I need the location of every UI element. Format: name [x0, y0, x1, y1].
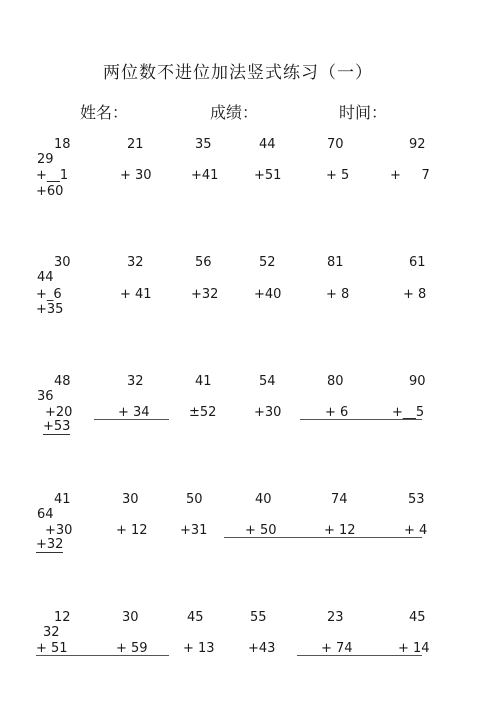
row3-extra-top: 36	[37, 389, 54, 404]
row5-extra-top: 32	[43, 625, 60, 640]
row3-extra-bottom: +53	[43, 419, 71, 434]
row3-bottom-5: + 6	[325, 405, 349, 420]
row1-bottom-5: + 5	[326, 168, 350, 183]
row1-bottom-4: +51	[254, 168, 282, 183]
row2-bottom-5: + 8	[326, 287, 350, 302]
name-field-label: 姓名：	[80, 103, 129, 122]
row4-bottom-4: + 50	[245, 523, 277, 538]
row5-bottom-3: + 13	[183, 641, 215, 656]
row4-extra-bottom: +32	[36, 537, 64, 552]
row1-top-3: 35	[195, 137, 212, 152]
row2-bottom-3: +32	[191, 287, 219, 302]
row4-bottom-3: +31	[180, 523, 208, 538]
row2-bottom-2: + 41	[120, 287, 152, 302]
row3-top-6: 90	[409, 374, 426, 389]
answer-line	[297, 655, 422, 656]
answer-line	[36, 655, 169, 656]
row5-bottom-2: + 59	[116, 641, 148, 656]
row3-bottom-2: + 34	[118, 405, 150, 420]
row3-bottom-1: +20	[45, 405, 73, 420]
row4-top-6: 53	[408, 492, 425, 507]
row2-top-6: 61	[409, 255, 426, 270]
row3-top-3: 41	[195, 374, 212, 389]
row1-bottom-1: +__1	[36, 168, 69, 183]
row2-bottom-1: +_6	[36, 287, 62, 302]
time-field-label: 时间：	[339, 103, 388, 122]
row5-top-1: 12	[54, 610, 71, 625]
row1-top-4: 44	[259, 137, 276, 152]
row4-top-1: 41	[54, 492, 71, 507]
row2-top-2: 32	[127, 255, 144, 270]
row4-top-4: 40	[255, 492, 272, 507]
row5-top-6: 45	[409, 610, 426, 625]
row5-bottom-6: + 14	[398, 641, 430, 656]
row5-top-3: 45	[187, 610, 204, 625]
row5-top-2: 30	[122, 610, 139, 625]
row4-bottom-1: +30	[45, 523, 73, 538]
row2-bottom-6: + 8	[403, 287, 427, 302]
row1-extra-top: 29	[37, 152, 54, 167]
row4-top-2: 30	[122, 492, 139, 507]
row3-bottom-3: ±52	[189, 405, 217, 420]
row1-extra-bottom: +60	[36, 184, 64, 199]
row2-top-5: 81	[327, 255, 344, 270]
row5-top-5: 23	[327, 610, 344, 625]
answer-line	[300, 419, 422, 420]
row2-top-4: 52	[259, 255, 276, 270]
row4-top-5: 74	[331, 492, 348, 507]
score-field-label: 成绩：	[210, 103, 259, 122]
row4-bottom-2: + 12	[116, 523, 148, 538]
row3-top-5: 80	[327, 374, 344, 389]
row3-top-1: 48	[54, 374, 71, 389]
row2-extra-bottom: +35	[36, 302, 64, 317]
row2-top-1: 30	[54, 255, 71, 270]
row2-bottom-4: +40	[254, 287, 282, 302]
row2-extra-top: 44	[37, 270, 54, 285]
row5-bottom-4: +43	[248, 641, 276, 656]
worksheet-title: 两位数不进位加法竖式练习（一）	[103, 63, 373, 83]
row4-bottom-5: + 12	[324, 523, 356, 538]
row3-bottom-4: +30	[254, 405, 282, 420]
row1-top-2: 21	[127, 137, 144, 152]
row5-bottom-5: + 74	[321, 641, 353, 656]
row3-top-4: 54	[259, 374, 276, 389]
row1-bottom-2: + 30	[120, 168, 152, 183]
row1-bottom-6: + 7	[390, 168, 430, 183]
row1-top-6: 92	[409, 137, 426, 152]
row5-top-4: 55	[250, 610, 267, 625]
row1-top-5: 70	[327, 137, 344, 152]
row4-top-3: 50	[186, 492, 203, 507]
row1-bottom-3: +41	[191, 168, 219, 183]
answer-line	[94, 419, 169, 420]
row4-bottom-6: + 4	[404, 523, 428, 538]
row1-top-1: 18	[54, 137, 71, 152]
row3-bottom-6: +__5	[392, 405, 425, 420]
row2-top-3: 56	[195, 255, 212, 270]
answer-line	[224, 537, 422, 538]
row5-bottom-1: + 51	[36, 641, 68, 656]
row3-top-2: 32	[127, 374, 144, 389]
row4-extra-top: 64	[37, 507, 54, 522]
